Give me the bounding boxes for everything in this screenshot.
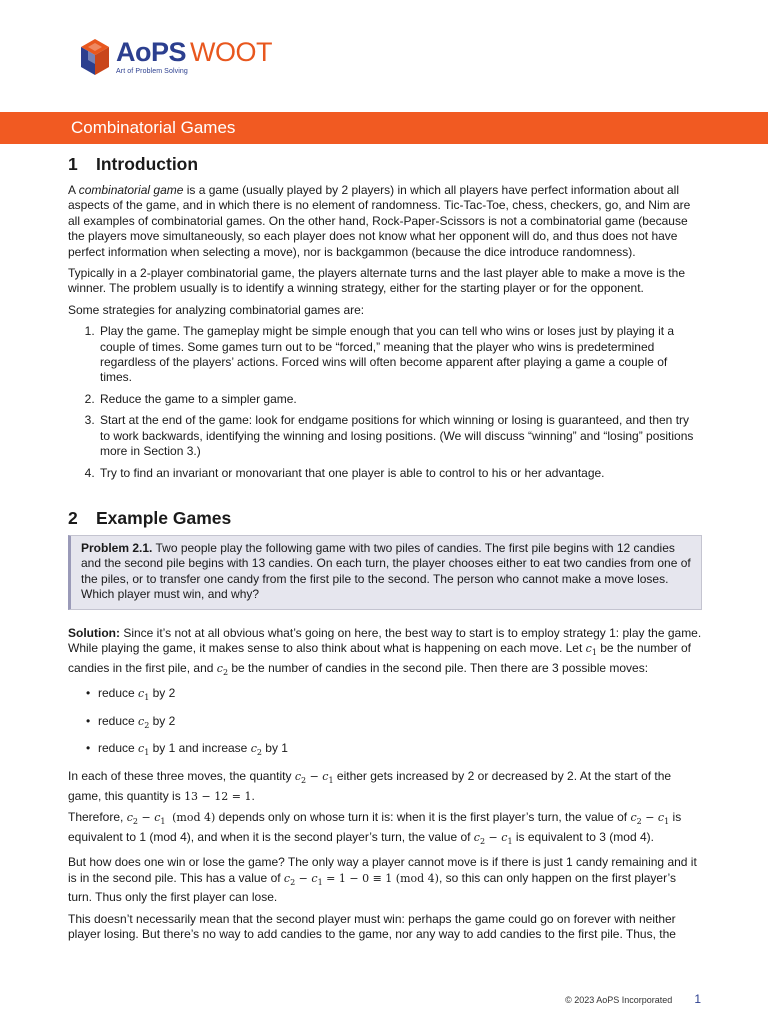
math-mod: (mod 4) (172, 810, 216, 824)
logo-aops-text: AoPS (116, 37, 187, 67)
copyright-text: © 2023 AoPS Incorporated (565, 995, 673, 1005)
math-sub: 1 (507, 836, 513, 846)
solution-paragraph-1 (68, 626, 702, 681)
text: But how does one win or lose the game? The only way a player cannot move is if there is just 1 candy remaining and it is in the second pile. This has a value of (68, 855, 697, 885)
problem-box (68, 535, 702, 610)
text: reduce (98, 741, 139, 756)
section-title: Introduction (96, 154, 199, 174)
math-var: c (154, 810, 161, 824)
math-op: − (641, 810, 658, 824)
math-var-term (250, 742, 262, 758)
text: , so this can only happen on the first player’s turn. Thus only the first player can lose. (68, 870, 676, 905)
math-sub: 2 (479, 836, 486, 846)
aops-woot-logo (80, 38, 272, 76)
math-sub: 1 (144, 748, 150, 758)
math-sub: 1 (328, 776, 334, 786)
math-sub: 2 (256, 748, 262, 758)
intro-paragraph-2: Typically in a 2-player combinatorial game, the players alternate turns and the last player able to make a move is the winner. The problem usually is to identify a winning strategy, either for the starting player or for the opponent. (68, 266, 685, 296)
solution-paragraph-5: This doesn’t necessarily mean that the second player must win: perhaps the game could go on forever with neither player losing. But there’s no way to add candies to the game, nor any way to add candies to the first pile. Thus, the (68, 911, 676, 941)
section-number: 1 (68, 154, 78, 174)
move-item (98, 686, 702, 706)
math-sub: 1 (144, 693, 150, 703)
math-var: c (126, 810, 133, 824)
math-var: c (322, 769, 329, 783)
math-diff (126, 810, 166, 827)
section-2-heading (68, 507, 702, 529)
move-item (98, 714, 702, 734)
page-footer (565, 992, 701, 1006)
math-var: c (294, 769, 301, 783)
section-1-heading (68, 153, 702, 175)
math-sub: 1 (317, 877, 323, 887)
section-number: 2 (68, 507, 78, 528)
math-var-term (138, 687, 150, 703)
text: . (251, 788, 255, 803)
math-var: c (250, 742, 257, 756)
aops-cube-logo-icon (80, 38, 110, 76)
math-eq: = 1 − 0 ≡ 1 (mod 4) (322, 871, 439, 885)
solution-paragraph-3 (68, 810, 702, 849)
math-var: c (138, 687, 145, 701)
text: reduce (98, 713, 139, 728)
strategy-item: 4. Try to find an invariant or monovariant that one player is able to control to his or her advantage. (98, 466, 702, 481)
math-op: − (485, 830, 502, 844)
document-body (68, 153, 702, 948)
title-banner (0, 112, 768, 144)
move-item (98, 741, 702, 761)
problem-text: Two people play the following game with two piles of candies. The first pile begins with 12 candies and the second pile begins with 13 candies. On each turn, the player chooses either to eat two candies from one of the piles, or to transfer one candy from the first pile to the second. The person who cannot make a move loses. Which player must win, and why? (81, 540, 691, 602)
text: A (68, 183, 79, 197)
text: either gets increased by 2 or decreased by 2. At the start of the game, this quantity is (68, 768, 672, 803)
text: Since it’s not at all obvious what’s going on here, the best way to start is to employ strategy 1: play the game. While playing the game, it makes sense to also think about what is happening on each move. Let (68, 625, 702, 655)
problem-label: Problem 2.1. (81, 540, 153, 555)
math-sub: 2 (144, 720, 150, 730)
math-var: c (138, 742, 145, 756)
intro-paragraph-1 (68, 183, 702, 260)
strategy-list (68, 324, 702, 481)
math-var: c (501, 830, 508, 844)
text: reduce (98, 686, 139, 701)
text: by 1 and increase (149, 741, 251, 756)
strategy-item: 3. Start at the end of the game: look for endgame positions for which winning or losing is guaranteed, and then try to work backwards, identifying the winning and losing positions. (We will discuss “winning” and “losing” positions more in Section 3.) (98, 413, 702, 459)
math-sub: 2 (222, 667, 229, 677)
intro-paragraph-3: Some strategies for analyzing combinatorial games are: (68, 302, 365, 317)
text: by 2 (149, 713, 176, 728)
emphasis-term: combinatorial game (78, 183, 184, 197)
solution-paragraph-4 (68, 855, 702, 905)
math-diff (474, 831, 513, 844)
logo-woot-text: WOOT (190, 37, 272, 67)
solution-paragraph-2 (68, 769, 702, 804)
text: is a game (usually played by 2 players) in which all players have perfect information about all aspects of the game, and in which there is no element of randomness. Tic-Tac-Toe, chess, checkers, go, and Nim are all examples of combinatorial games. On the other hand, Rock-Paper-Scissors is not a combinatorial game (because the players move simultaneously, so each player does not know what her opponent will do, and thus does not have perfect information when selecting a move), nor is backgammon (because the dice introduce randomness). (68, 183, 691, 259)
text: by 2 (149, 686, 176, 701)
text: is equivalent to 3 (mod 4). (512, 829, 654, 844)
math-sub: 1 (160, 817, 166, 827)
math-diff (294, 769, 334, 786)
math-var: c (630, 810, 637, 824)
strategy-item: 1. Play the game. The gameplay might be simple enough that you can tell who wins or loses just by playing it a couple of times. Some games turn out to be “forced,” meaning that the player who wins is predetermined regardless of the players’ actions. Forced wins will often become apparent after playing a game a couple of times. (98, 324, 702, 386)
math-var: c (283, 871, 291, 885)
text: Therefore, (68, 809, 127, 824)
page-number: 1 (694, 992, 701, 1006)
math-eq: 13 − 12 = 1 (184, 789, 252, 803)
math-sub: 2 (636, 817, 642, 827)
text: depends only on whose turn it is: when it is the first player’s turn, the value of (215, 809, 631, 824)
math-op: − (295, 871, 312, 885)
math-var: c (138, 714, 145, 728)
document-title: Combinatorial Games (71, 118, 236, 137)
math-var: c (657, 810, 665, 824)
text: In each of these three moves, the quantity (68, 768, 295, 783)
math-var: c (473, 830, 480, 844)
math-var: c (216, 661, 223, 675)
math-sub: 2 (300, 776, 307, 786)
math-var-term (138, 742, 150, 758)
math-diff (630, 810, 670, 827)
text: by 1 (261, 741, 288, 756)
text: be the number of candies in the second pile. Then there are 3 possible moves: (228, 660, 649, 675)
math-var-term (138, 715, 149, 728)
math-diff (284, 872, 323, 885)
strategy-item: 2. Reduce the game to a simpler game. (98, 392, 702, 407)
text: is equivalent to 1 (mod 4), and when it is the second player’s turn, the value of (68, 809, 682, 844)
logo-tagline: Art of Problem Solving (116, 68, 188, 75)
math-sub: 2 (290, 877, 296, 887)
math-sub: 2 (132, 817, 138, 827)
math-op: − (306, 769, 323, 783)
math-sub: 1 (591, 648, 597, 658)
solution-label: Solution: (68, 625, 120, 640)
text: be the number of candies in the first pile, and (68, 640, 691, 675)
math-c2 (217, 662, 228, 675)
moves-list (68, 686, 702, 761)
math-op: − (137, 810, 155, 824)
math-sub: 1 (664, 817, 670, 827)
section-title: Example Games (96, 507, 232, 528)
math-c1 (585, 641, 597, 658)
math-var: c (585, 641, 592, 655)
math-var: c (311, 871, 318, 885)
